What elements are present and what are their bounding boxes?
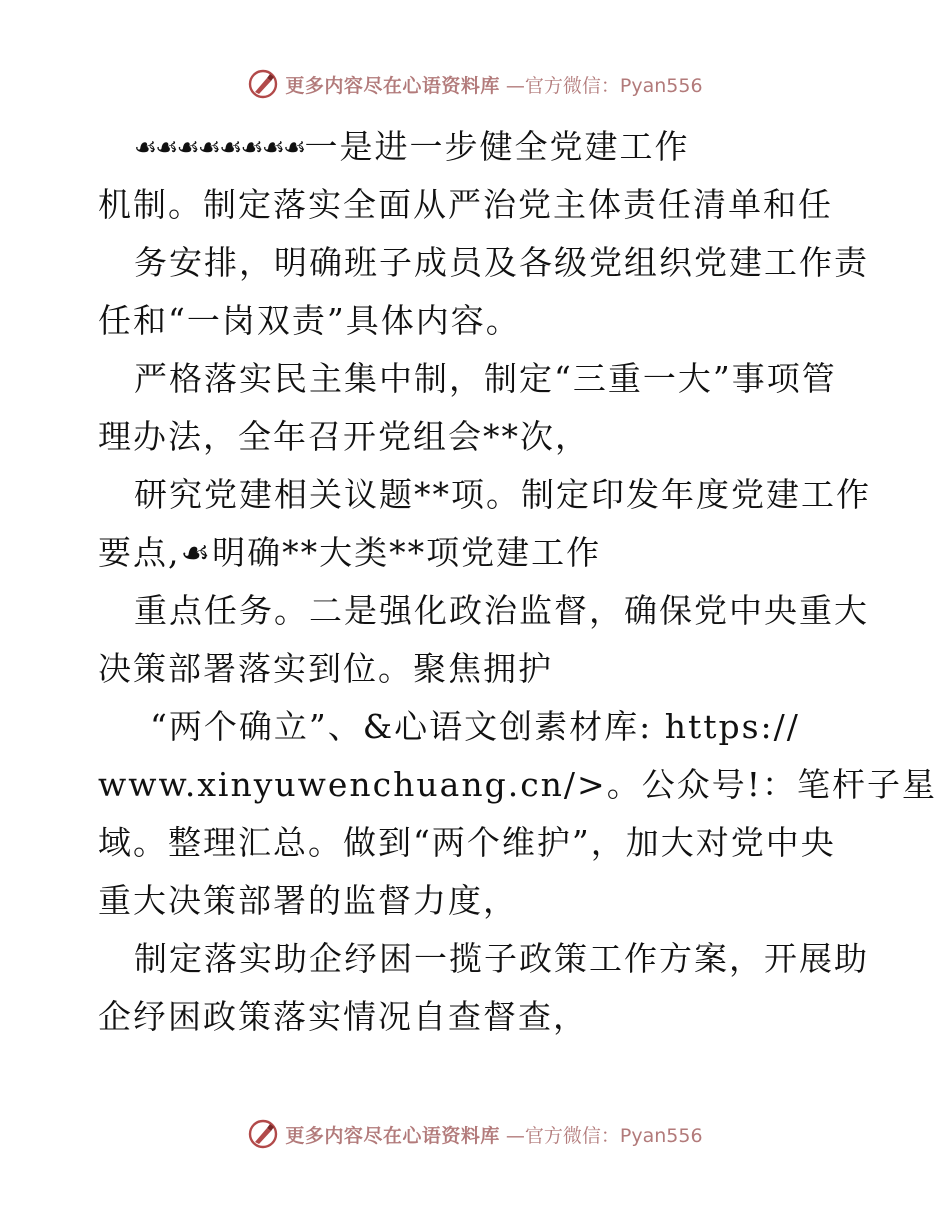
text-line: 域。整理汇总。做到“两个维护”，加大对党中央	[98, 823, 836, 862]
text-line: 研究党建相关议题**项。制定印发年度党建工作	[134, 475, 871, 514]
text-line: ☙☙☙☙☙☙☙☙一是进一步健全党建工作	[98, 118, 858, 176]
footer-banner	[0, 1118, 950, 1150]
banner-title: 更多内容尽在心语资料库	[285, 1124, 500, 1147]
document-body	[98, 118, 937, 1046]
header-banner	[0, 68, 950, 100]
banner-title: 更多内容尽在心语资料库	[285, 74, 500, 97]
banner-contact: —官方微信：Pyan556	[505, 74, 703, 97]
text-line: 重大决策部署的监督力度，	[98, 881, 518, 920]
pen-logo-icon	[247, 1118, 279, 1150]
text-line: 机制。制定落实全面从严治党主体责任清单和任	[98, 185, 833, 224]
text-line: “两个确立”、&心语文创素材库: https://	[150, 707, 800, 746]
banner-contact: —官方微信：Pyan556	[505, 1124, 703, 1147]
text-line: 理办法，全年召开党组会**次，	[98, 417, 590, 456]
ornament-glyphs: ☙☙☙☙☙☙☙☙	[134, 133, 305, 163]
text-line: 企纾困政策落实情况自查督查，	[98, 997, 588, 1036]
text-line: 制定落实助企纾困一揽子政策工作方案，开展助	[134, 939, 869, 978]
text-line: 要点,☙明确**大类**项党建工作	[98, 533, 602, 572]
text-line: www.xinyuwenchuang.cn/>。公众号!：笔杆子星	[98, 765, 937, 804]
text-line: 重点任务。二是强化政治监督，确保党中央重大	[134, 591, 869, 630]
pen-logo-icon	[247, 68, 279, 100]
text-line: 严格落实民主集中制，制定“三重一大”事项管	[134, 359, 837, 398]
text-line: 决策部署落实到位。聚焦拥护	[98, 649, 553, 688]
text-line: 任和“一岗双责”具体内容。	[98, 301, 521, 340]
text-line: 务安排，明确班子成员及各级党组织党建工作责	[134, 243, 869, 282]
